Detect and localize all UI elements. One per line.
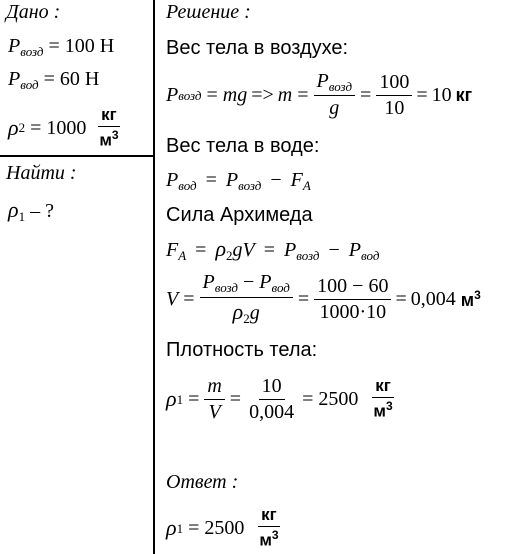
num-symbol: P bbox=[316, 69, 329, 92]
fraction-p-over-g bbox=[314, 71, 356, 120]
p-symbol: P bbox=[8, 68, 21, 90]
equals: = bbox=[206, 84, 218, 106]
p2-sub: вод bbox=[361, 248, 380, 263]
fraction-volume-numeric bbox=[314, 276, 391, 323]
frac-den-val: 10 bbox=[384, 96, 405, 119]
answer-heading-text: Ответ bbox=[166, 471, 227, 493]
f-sub: A bbox=[178, 248, 187, 263]
lhs-sub: возд bbox=[178, 87, 202, 103]
p1-symbol: P bbox=[284, 239, 297, 261]
equals-3: = bbox=[395, 288, 407, 310]
unit: Н bbox=[84, 68, 100, 90]
lhs-symbol: P bbox=[166, 84, 179, 106]
frac-num-val: 10 bbox=[259, 376, 285, 400]
rho-symbol: ρ bbox=[215, 236, 227, 261]
den-rho-sub: 2 bbox=[243, 311, 250, 326]
equals: = bbox=[48, 35, 60, 57]
answer-equation bbox=[166, 504, 282, 552]
equals-2: = bbox=[297, 84, 309, 106]
f-symbol: F bbox=[290, 169, 303, 191]
lhs-symbol: P bbox=[166, 169, 179, 191]
unit: Н bbox=[99, 35, 115, 57]
fraction-volume bbox=[200, 272, 293, 325]
frac-num: m bbox=[204, 376, 224, 400]
equation-mass bbox=[166, 68, 472, 122]
equals-4: = bbox=[416, 84, 428, 106]
equals-2: = bbox=[297, 288, 310, 310]
rho-symbol: ρ bbox=[166, 386, 177, 411]
den-g: g bbox=[249, 302, 260, 324]
rhs-symbol: P bbox=[225, 169, 239, 191]
weight-water-label: Вес тела в воде: bbox=[166, 135, 320, 157]
equation-density bbox=[166, 370, 396, 428]
frac-num-val: 100 − 60 bbox=[314, 276, 391, 300]
v-symbol: V bbox=[166, 288, 179, 310]
fraction-m-over-v bbox=[204, 376, 224, 423]
m: m bbox=[277, 84, 293, 106]
num-sub: возд bbox=[328, 78, 353, 94]
equals-2: = bbox=[229, 388, 242, 410]
answer-heading-colon: : bbox=[231, 471, 239, 493]
rho-symbol: ρ bbox=[8, 114, 19, 140]
num-p1-sub: возд bbox=[214, 280, 238, 296]
given-find-divider bbox=[0, 155, 154, 157]
answer-heading bbox=[166, 472, 238, 492]
unit-base: м bbox=[460, 290, 475, 310]
p1-sub: возд bbox=[296, 248, 320, 263]
rhs-sub: возд bbox=[238, 178, 262, 193]
solution-heading-text: Решение bbox=[166, 1, 240, 23]
equals: = bbox=[205, 169, 217, 191]
value: 60 bbox=[59, 68, 80, 90]
unit-fraction bbox=[370, 377, 395, 420]
p-symbol: P bbox=[8, 35, 21, 57]
column-divider bbox=[153, 0, 155, 554]
equals-2: = bbox=[263, 239, 276, 261]
equals: = bbox=[188, 517, 200, 539]
p-subscript: вод bbox=[20, 77, 39, 92]
value: 1000 bbox=[46, 116, 87, 139]
find-suffix: – ? bbox=[30, 200, 54, 222]
solution-heading bbox=[166, 2, 251, 22]
result: 0,004 bbox=[410, 288, 456, 310]
minus: − bbox=[270, 169, 282, 191]
rho-sub: 1 bbox=[176, 391, 184, 407]
equals-3: = bbox=[302, 388, 314, 410]
frac-den-val: 0,004 bbox=[249, 400, 295, 423]
solution-heading-colon: : bbox=[244, 1, 251, 23]
den-rho: ρ bbox=[232, 299, 244, 324]
equation-weight-water bbox=[166, 170, 311, 192]
unit-exp: 3 bbox=[474, 288, 481, 302]
frac-den: g bbox=[329, 97, 340, 120]
unit-den-base: м bbox=[373, 401, 386, 421]
unit-den-exp: 3 bbox=[385, 399, 393, 414]
unit-num: кг bbox=[98, 106, 120, 127]
num-minus: − bbox=[243, 271, 255, 294]
frac-num bbox=[200, 272, 293, 298]
equation-archimedes bbox=[166, 238, 379, 262]
archimedes-label: Сила Архимеда bbox=[166, 204, 313, 226]
mg: mg bbox=[222, 84, 248, 106]
equals: = bbox=[43, 68, 55, 90]
given-p-air bbox=[8, 36, 114, 58]
result: 10 bbox=[431, 84, 452, 106]
equals: = bbox=[183, 288, 195, 310]
lhs-sub: вод bbox=[178, 178, 197, 193]
f-sub: A bbox=[302, 178, 311, 193]
density-label: Плотность тела: bbox=[166, 339, 318, 361]
equals-3: = bbox=[360, 84, 372, 106]
unit-fraction bbox=[96, 106, 121, 149]
find-target bbox=[8, 199, 54, 223]
given-rho2 bbox=[8, 106, 122, 149]
equals: = bbox=[30, 116, 42, 139]
rho-symbol: ρ bbox=[8, 197, 19, 222]
equals: = bbox=[188, 388, 200, 410]
p-subscript: возд bbox=[20, 44, 44, 59]
given-p-water bbox=[8, 69, 99, 91]
given-heading bbox=[6, 2, 60, 22]
frac-den-val: 1000·10 bbox=[319, 300, 387, 323]
value: 100 bbox=[64, 35, 95, 57]
unit-den-exp: 3 bbox=[111, 127, 119, 142]
unit-num: кг bbox=[372, 377, 394, 398]
equals: = bbox=[195, 239, 207, 261]
result: 2500 bbox=[318, 388, 359, 410]
frac-num-val: 100 bbox=[376, 72, 412, 96]
num-p2-sub: вод bbox=[271, 280, 290, 296]
unit bbox=[461, 289, 481, 309]
unit-den-exp: 3 bbox=[271, 528, 279, 543]
frac-num bbox=[314, 71, 356, 97]
unit-den bbox=[96, 127, 121, 150]
minus: − bbox=[328, 239, 340, 261]
fraction-numeric bbox=[376, 72, 412, 119]
unit-den-base: м bbox=[259, 530, 272, 550]
num-p1: P bbox=[202, 271, 215, 294]
implies: => bbox=[251, 84, 274, 106]
unit-den bbox=[370, 398, 395, 421]
frac-den bbox=[230, 298, 263, 326]
result: 2500 bbox=[204, 517, 245, 539]
find-heading-colon: : bbox=[69, 162, 77, 184]
rho-subscript: 1 bbox=[18, 209, 26, 224]
rho-sub: 2 bbox=[226, 248, 233, 263]
f-symbol: F bbox=[166, 239, 179, 261]
unit-num: кг bbox=[258, 506, 280, 527]
given-heading-text: Дано bbox=[6, 1, 49, 23]
unit: кг bbox=[455, 85, 473, 105]
find-heading bbox=[6, 163, 77, 183]
num-p2: P bbox=[259, 271, 272, 294]
unit-fraction bbox=[256, 506, 281, 549]
rho-subscript: 2 bbox=[18, 120, 26, 136]
frac-den: V bbox=[208, 400, 221, 423]
gv: gV bbox=[232, 239, 255, 261]
rho-symbol: ρ bbox=[166, 515, 177, 540]
unit-den bbox=[256, 527, 281, 550]
given-heading-colon: : bbox=[53, 1, 61, 23]
weight-air-label: Вес тела в воздухе: bbox=[166, 37, 349, 59]
p2-symbol: P bbox=[348, 239, 362, 261]
rho-sub: 1 bbox=[176, 520, 184, 536]
unit-den-base: м bbox=[99, 130, 112, 150]
equation-volume bbox=[166, 268, 481, 330]
fraction-density-numeric bbox=[246, 376, 297, 423]
find-heading-text: Найти bbox=[6, 162, 65, 184]
